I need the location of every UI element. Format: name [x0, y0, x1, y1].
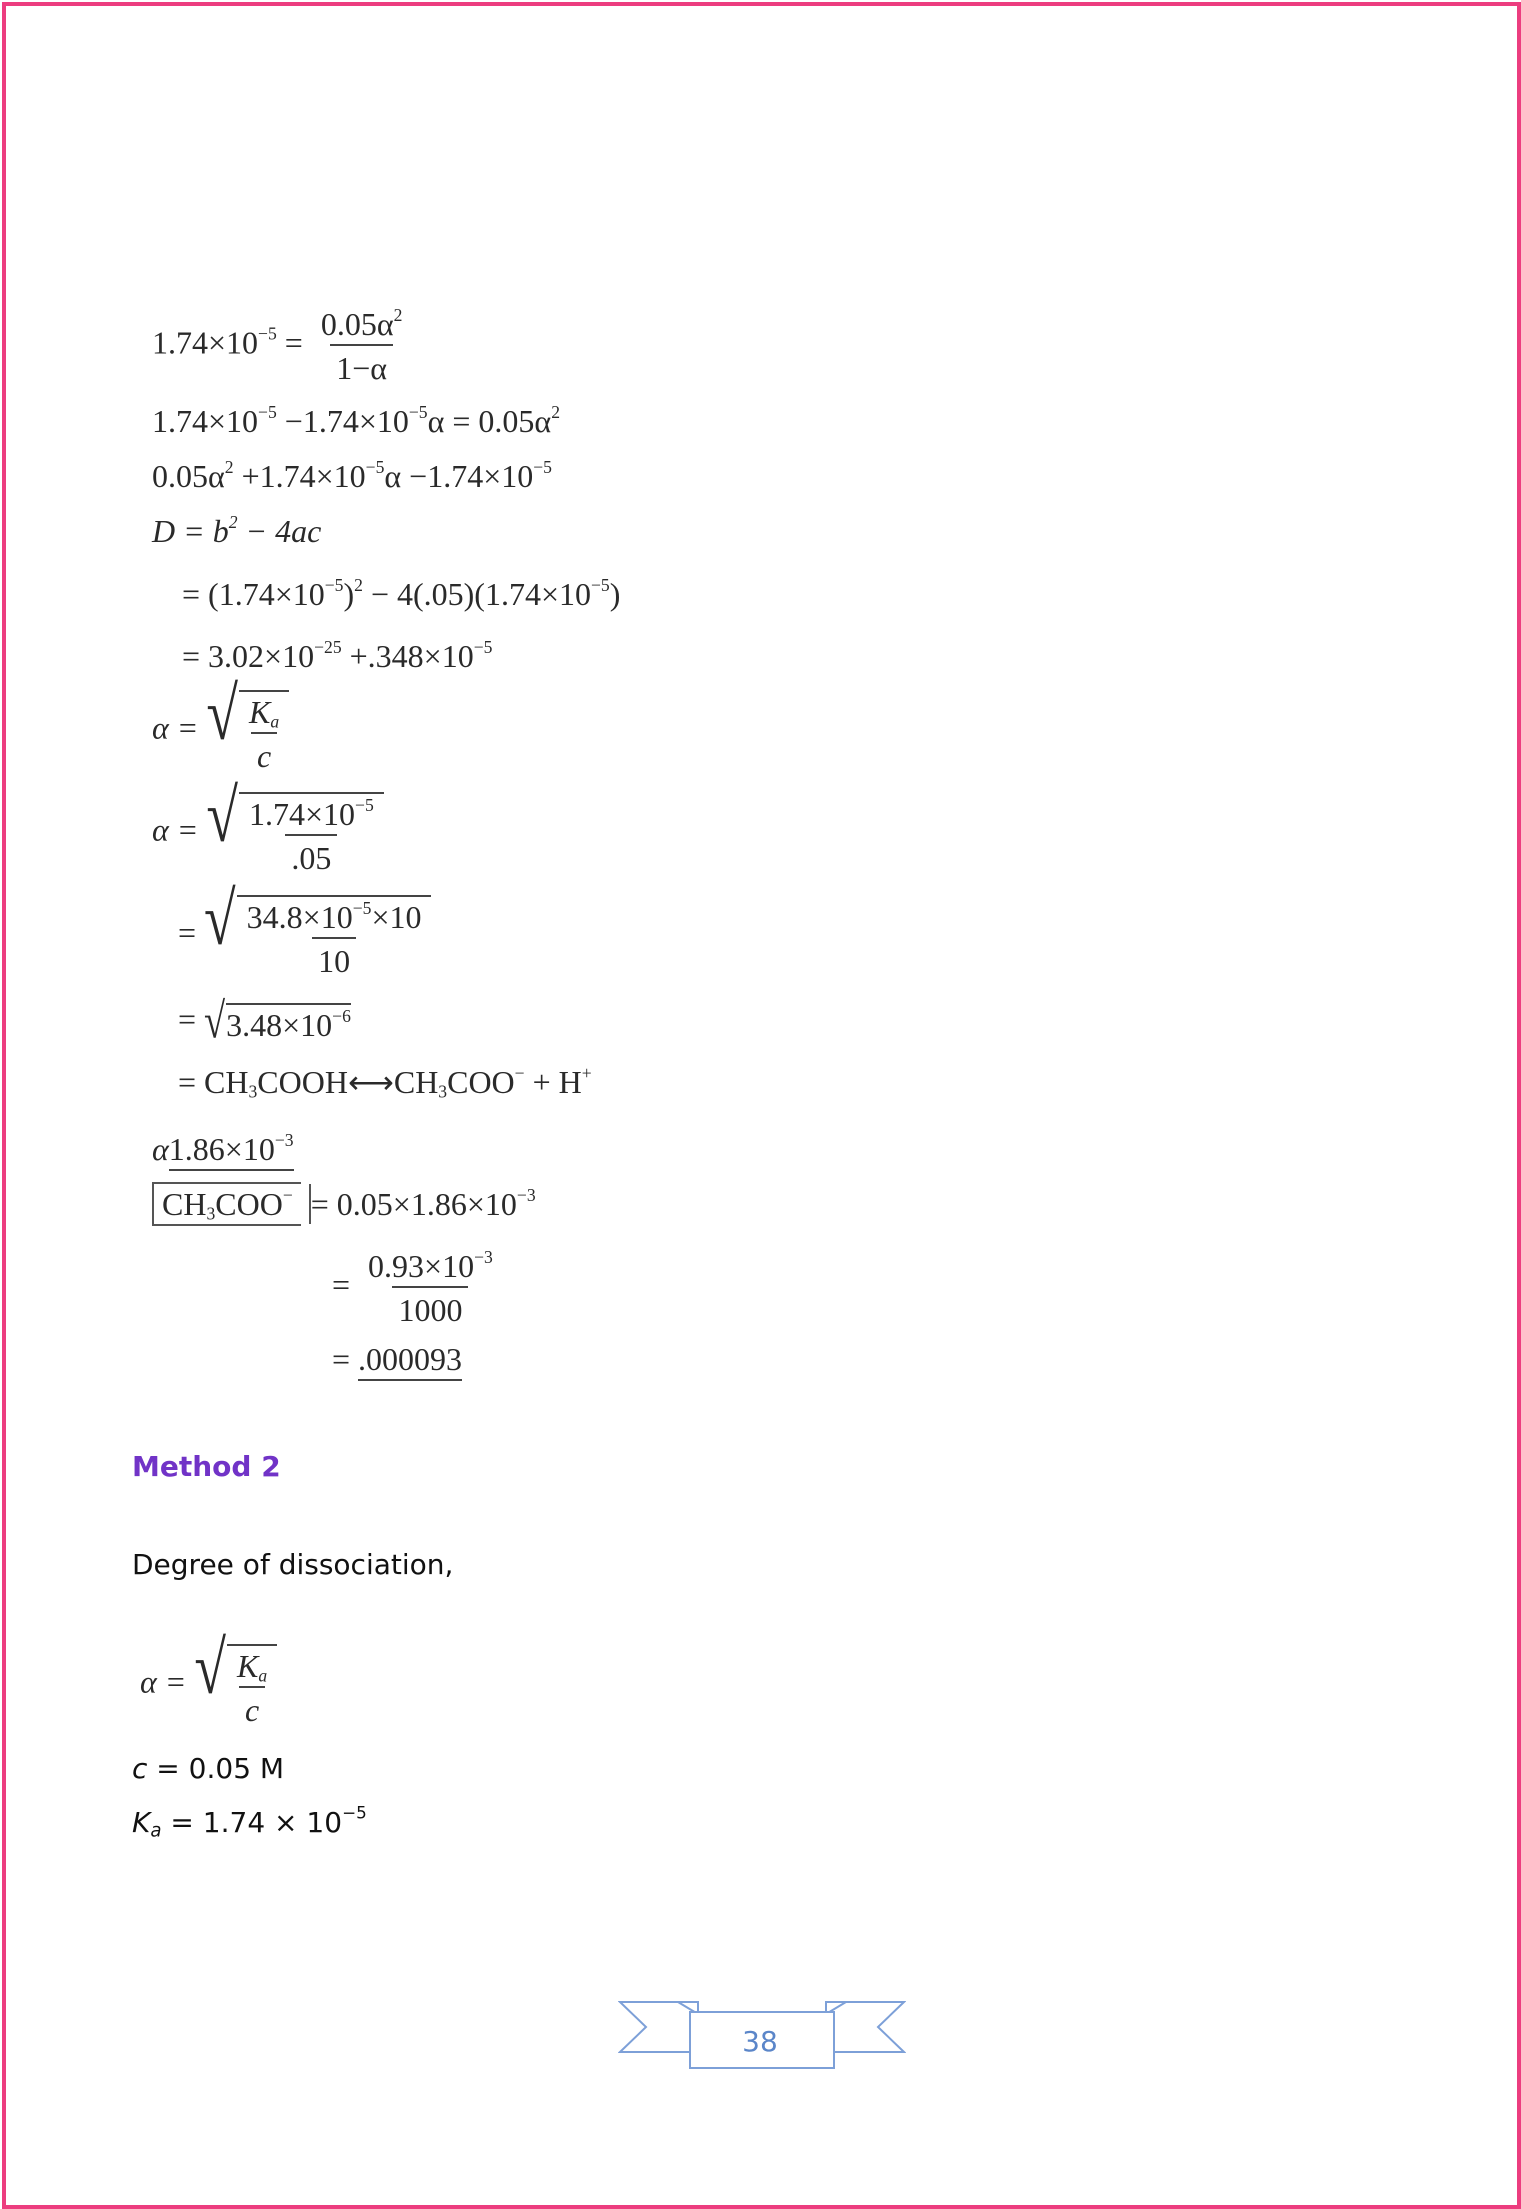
eq11-part-c: CH — [393, 1064, 439, 1100]
eq15-result: .000093 — [358, 1341, 462, 1381]
ka-variable-sub: a — [150, 1820, 162, 1842]
eq3-part-b-exp: −5 — [365, 456, 385, 477]
eq7-lhs: α = — [152, 709, 199, 746]
eq3-part-c: α −1.74×10 — [384, 458, 534, 494]
eq9-numerator-exp: −5 — [352, 897, 372, 918]
method2-c-value — [132, 1752, 284, 1785]
equation-line-13 — [152, 1184, 536, 1224]
m2-formula-denominator: c — [239, 1686, 265, 1726]
equation-line-15 — [332, 1343, 462, 1375]
eq2-part-a-exp: −5 — [258, 401, 277, 422]
eq1-lhs: 1.74×10 — [152, 324, 259, 361]
equation-line-14 — [332, 1246, 503, 1328]
ka-value: = 1.74 × 10 — [161, 1806, 343, 1839]
eq2-part-a: 1.74×10 — [152, 403, 259, 439]
eq13-ch-sub: 3 — [206, 1203, 216, 1224]
c-value: = 0.05 M — [147, 1752, 285, 1785]
equation-line-3 — [152, 456, 552, 494]
eq4-part-a-exp: 2 — [228, 511, 238, 532]
eq8-numerator-exp: −5 — [355, 794, 374, 815]
eq11-part-a-sub: 3 — [248, 1081, 258, 1102]
eq11-part-d-exp: − — [514, 1062, 525, 1083]
page-number: 38 — [742, 2025, 778, 2058]
method2-ka-value — [132, 1802, 367, 1842]
eq4-part-b: − 4ac — [237, 513, 322, 549]
eq10-body: 3.48×10 — [226, 1007, 333, 1044]
radical-sign-icon: √ — [206, 673, 238, 756]
eq11-part-d: COO — [447, 1064, 515, 1100]
eq5-part-d: ) — [609, 576, 621, 612]
eq3-part-a-exp: 2 — [224, 456, 234, 477]
eq12-value-exp: −3 — [274, 1129, 294, 1150]
radical-sign-icon: √ — [204, 995, 226, 1050]
ka-variable: K — [132, 1806, 151, 1839]
eq6-part-a-exp: −25 — [314, 636, 342, 657]
eq5-part-a-exp: −5 — [324, 574, 344, 595]
equation-line-9 — [178, 878, 431, 979]
eq5-part-b: ) — [343, 576, 355, 612]
eq6-part-b-exp: −5 — [473, 636, 493, 657]
c-variable: c — [132, 1752, 148, 1785]
eq1-denominator: 1−α — [330, 344, 393, 384]
equation-line-7 — [152, 673, 289, 774]
eq13-coo: COO — [215, 1186, 283, 1222]
m2-formula-numerator: K — [237, 1648, 259, 1684]
eq14-fraction — [362, 1246, 499, 1328]
eq2-part-b-exp: −5 — [408, 401, 428, 422]
eq13-ch: CH — [162, 1186, 207, 1222]
equation-line-2 — [152, 401, 560, 439]
eq14-lhs: = — [332, 1266, 351, 1303]
method2-formula — [140, 1627, 277, 1728]
eq14-numerator: 0.93×10 — [368, 1248, 475, 1284]
eq1-fraction — [315, 304, 409, 386]
m2-formula-numerator-sub: a — [258, 1665, 268, 1686]
eq9-denominator: 10 — [312, 937, 356, 977]
eq11-part-c-sub: 3 — [438, 1081, 448, 1102]
eq3-part-c-exp: −5 — [533, 456, 552, 477]
eq15-equals: = — [332, 1341, 359, 1377]
eq12-alpha: α — [152, 1131, 169, 1167]
eq13-rhs: = 0.05×1.86×10 — [310, 1186, 517, 1222]
eq5-part-b-exp: 2 — [354, 574, 363, 595]
eq3-part-b: +1.74×10 — [233, 458, 366, 494]
ka-value-exp: −5 — [342, 1802, 367, 1823]
m2-formula-lhs: α = — [140, 1663, 187, 1700]
eq13-coo-exp: − — [282, 1184, 293, 1205]
eq13-bracket-right — [301, 1184, 311, 1224]
eq10-lhs: = — [178, 1001, 197, 1037]
equation-line-8 — [152, 775, 384, 876]
equation-line-1 — [152, 304, 412, 386]
eq2-part-c: α = 0.05α — [427, 403, 552, 439]
eq5-part-c: − 4(.05)(1.74×10 — [362, 576, 591, 612]
eq9-numerator-b: ×10 — [371, 899, 422, 935]
equation-line-10 — [178, 995, 351, 1050]
eq7-numerator: K — [249, 694, 271, 730]
equilibrium-arrow-icon: ⟷ — [347, 1064, 394, 1100]
eq6-part-a: = 3.02×10 — [182, 638, 315, 674]
eq5-part-c-exp: −5 — [591, 574, 610, 595]
eq9-lhs: = — [178, 914, 197, 951]
eq8-lhs: α = — [152, 811, 199, 848]
eq11-part-e-exp: + — [581, 1062, 592, 1083]
eq11-part-e: + H — [524, 1064, 582, 1100]
method2-intro: Degree of dissociation, — [132, 1548, 454, 1581]
equation-line-6 — [182, 636, 493, 674]
equation-line-5 — [182, 574, 621, 612]
eq14-numerator-exp: −3 — [474, 1246, 493, 1267]
eq7-denominator: c — [251, 732, 277, 772]
m2-formula-sqrt — [194, 1627, 277, 1728]
eq3-part-a: 0.05α — [152, 458, 225, 494]
eq9-sqrt — [204, 878, 431, 979]
eq10-exp: −6 — [332, 1006, 351, 1027]
eq9-numerator: 34.8×10 — [246, 899, 353, 935]
eq13-bracket-left — [152, 1182, 301, 1226]
eq8-denominator: .05 — [285, 834, 337, 874]
eq8-sqrt — [206, 775, 383, 876]
eq11-part-a: = CH — [178, 1064, 249, 1100]
eq8-numerator: 1.74×10 — [249, 796, 356, 832]
radical-sign-icon: √ — [206, 775, 238, 858]
eq7-sqrt — [206, 673, 289, 774]
eq13-rhs-exp: −3 — [516, 1184, 536, 1205]
eq5-part-a: = (1.74×10 — [182, 576, 325, 612]
equation-line-4 — [152, 511, 322, 549]
eq2-part-b: −1.74×10 — [276, 403, 409, 439]
eq7-numerator-sub: a — [270, 711, 280, 732]
eq6-part-b: +.348×10 — [341, 638, 474, 674]
radical-sign-icon: √ — [194, 1627, 226, 1710]
eq10-sqrt — [204, 995, 351, 1050]
eq12-value: 1.86×10 — [168, 1131, 275, 1167]
eq1-numerator: 0.05α — [320, 306, 394, 342]
eq1-numerator-exp: 2 — [393, 304, 403, 325]
equation-line-12 — [152, 1129, 294, 1167]
radical-sign-icon: √ — [204, 878, 236, 961]
method2-heading: Method 2 — [132, 1450, 281, 1483]
eq14-denominator: 1000 — [392, 1286, 468, 1326]
eq2-part-c-exp: 2 — [551, 401, 560, 422]
eq1-equals: = — [284, 324, 303, 361]
eq1-lhs-exp: −5 — [258, 323, 277, 344]
equation-line-11 — [178, 1062, 592, 1102]
eq11-part-b: COOH — [257, 1064, 348, 1100]
eq4-part-a: D = b — [152, 513, 229, 549]
